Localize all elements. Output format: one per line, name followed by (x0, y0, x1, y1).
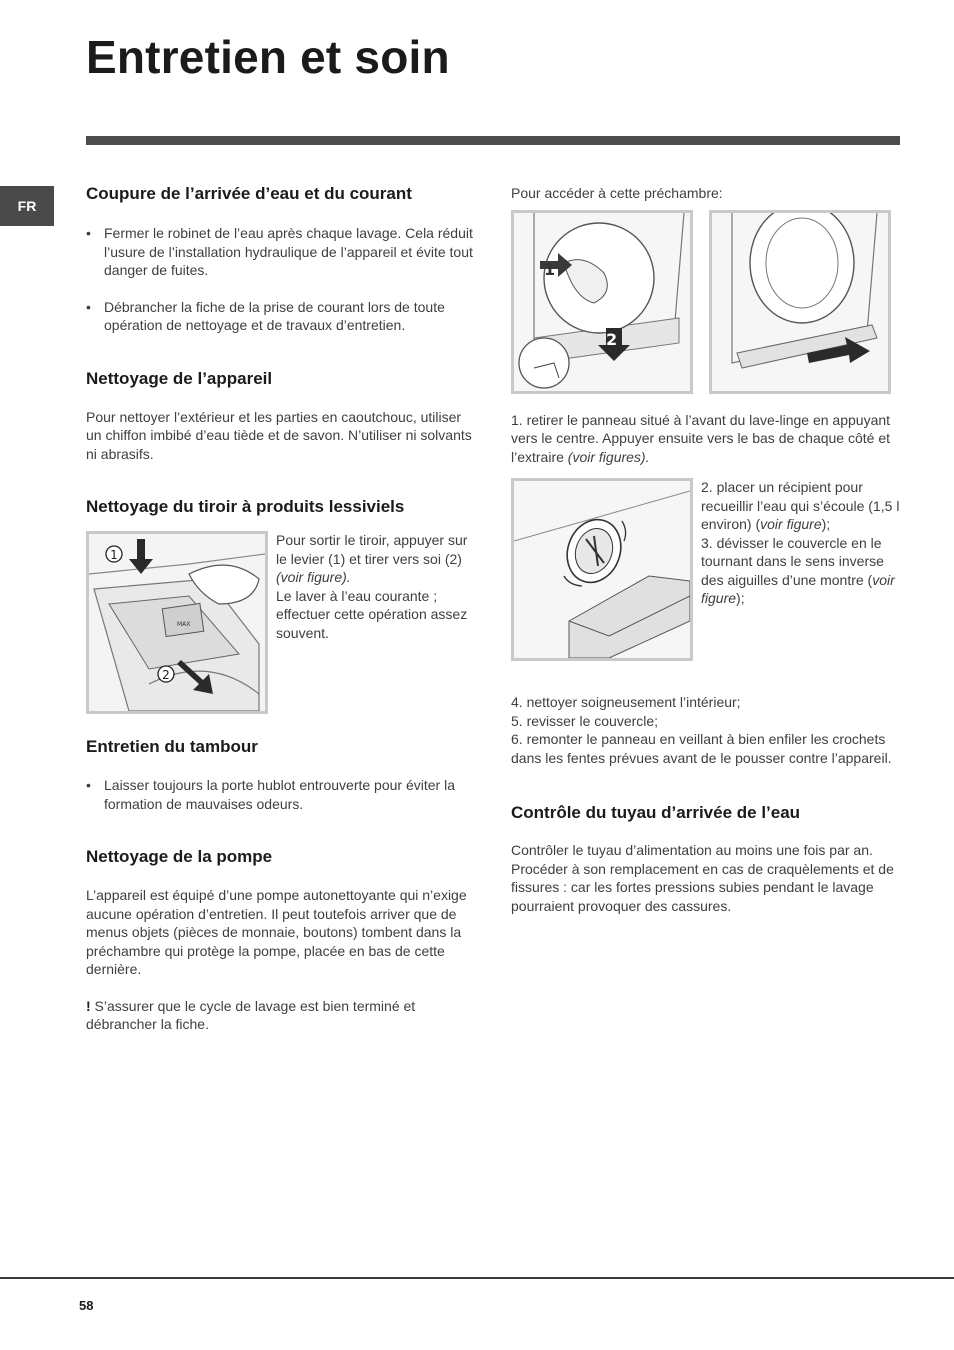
figure-label-2: 2 (162, 668, 170, 682)
step-6: 6. remonter le panneau en veillant à bien enfiler les crochets dans les fentes prévues avant de le pousser contre l’appareil. (511, 731, 892, 766)
drawer-text-a: Pour sortir le tiroir, appuyer sur le levier (1) et tirer vers soi (2) (276, 532, 468, 567)
drawer-text (276, 531, 476, 642)
drawer-text-b: Le laver à l’eau courante ; effectuer cette opération assez souvent. (276, 587, 468, 641)
section-heading-appliance: Nettoyage de l’appareil (86, 368, 273, 388)
step-4: 4. nettoyer soigneusement l’intérieur; (511, 694, 741, 710)
left-column (86, 184, 476, 1034)
panel-removal-illustration (514, 213, 690, 391)
step-1: 1. retirer le panneau situé à l’avant du lave-linge en appuyant vers le centre. Appuyer ensuite vers le bas de chaque côté et l’extraire (voir figures). (511, 411, 891, 465)
footer-rule (0, 1277, 954, 1279)
figure-label-2: 2 (606, 329, 618, 349)
language-tab: FR (0, 186, 54, 226)
figure-label-1: 1 (110, 548, 118, 562)
panel-figures (511, 210, 901, 394)
warning-text: S’assurer que le cycle de lavage est bien terminé et débrancher la fiche. (86, 997, 416, 1032)
panel-extract-figure (709, 210, 891, 394)
page-title: Entretien et soin (86, 31, 450, 83)
pump-warning (86, 997, 476, 1034)
pump-cover-figure (511, 478, 693, 661)
panel-removal-figure (511, 210, 693, 394)
pump-text: L’appareil est équipé d’une pompe autonettoyante qui n’exige aucune opération d’entretien. Il peut toutefois arriver que de menus objets (pièces de monnaie, boutons) tombent dans la préchambre qui protège la pompe, placée en bas de cette dernière. (86, 887, 467, 977)
section-heading-pump: Nettoyage de la pompe (86, 847, 273, 866)
cover-block (511, 478, 901, 661)
figure-ref: (voir figure). (276, 569, 351, 585)
page-number: 58 (79, 1298, 94, 1313)
step-5: 5. revisser le couvercle; (511, 712, 659, 729)
hose-text: Contrôler le tuyau d’alimentation au moins une fois par an. Procéder à son remplacement en cas de craquèlements et de fissures : car les fortes pressions subies pendant le lavage pourraient provoquer des cassures. (511, 842, 894, 914)
list-item: • Laisser toujours la porte hublot entrouverte pour éviter la formation de mauvaises odeurs. (86, 776, 476, 813)
panel-extract-illustration (712, 213, 888, 391)
drum-bullets (86, 776, 476, 813)
list-item: • Débrancher la fiche de la prise de courant lors de toute opération de nettoyage et de travaux d’entretien. (86, 298, 476, 335)
section-heading-water: Coupure de l’arrivée d’eau et du courant (86, 184, 412, 203)
appliance-text: Pour nettoyer l’extérieur et les parties en caoutchouc, utiliser un chiffon imbibé d’eau tiède et de savon. N’utiliser ni solvants ni abrasifs. (86, 408, 472, 462)
section-heading-drawer: Nettoyage du tiroir à produits lessiviels (86, 497, 405, 516)
step-3: 3. dévisser le couvercle en le tournant dans le sens inverse des aiguilles d’une montre (voir figure); (701, 534, 895, 606)
pump-cover-illustration (514, 481, 690, 658)
header-rule (86, 136, 900, 145)
max-label: MAX (177, 621, 191, 628)
drawer-figure (86, 531, 268, 714)
section-heading-hose: Contrôle du tuyau d’arrivée de l’eau (511, 803, 801, 822)
figure-label-1: 1 (544, 259, 556, 279)
prechamber-intro: Pour accéder à cette préchambre: (511, 185, 723, 201)
step-2: 2. placer un récipient pour recueillir l’eau qui s’écoule (1,5 l environ) (voir figure); (701, 479, 900, 532)
cover-steps (701, 478, 901, 608)
list-item: • Fermer le robinet de l’eau après chaque lavage. Cela réduit l’usure de l’installation hydraulique de l’appareil et évite tout danger de fuites. (86, 224, 476, 280)
warning-mark: ! (86, 997, 91, 1014)
drawer-block (86, 531, 476, 731)
right-column (511, 184, 901, 915)
water-bullets (86, 224, 476, 335)
section-heading-drum: Entretien du tambour (86, 737, 258, 756)
detergent-drawer-illustration (89, 534, 265, 711)
